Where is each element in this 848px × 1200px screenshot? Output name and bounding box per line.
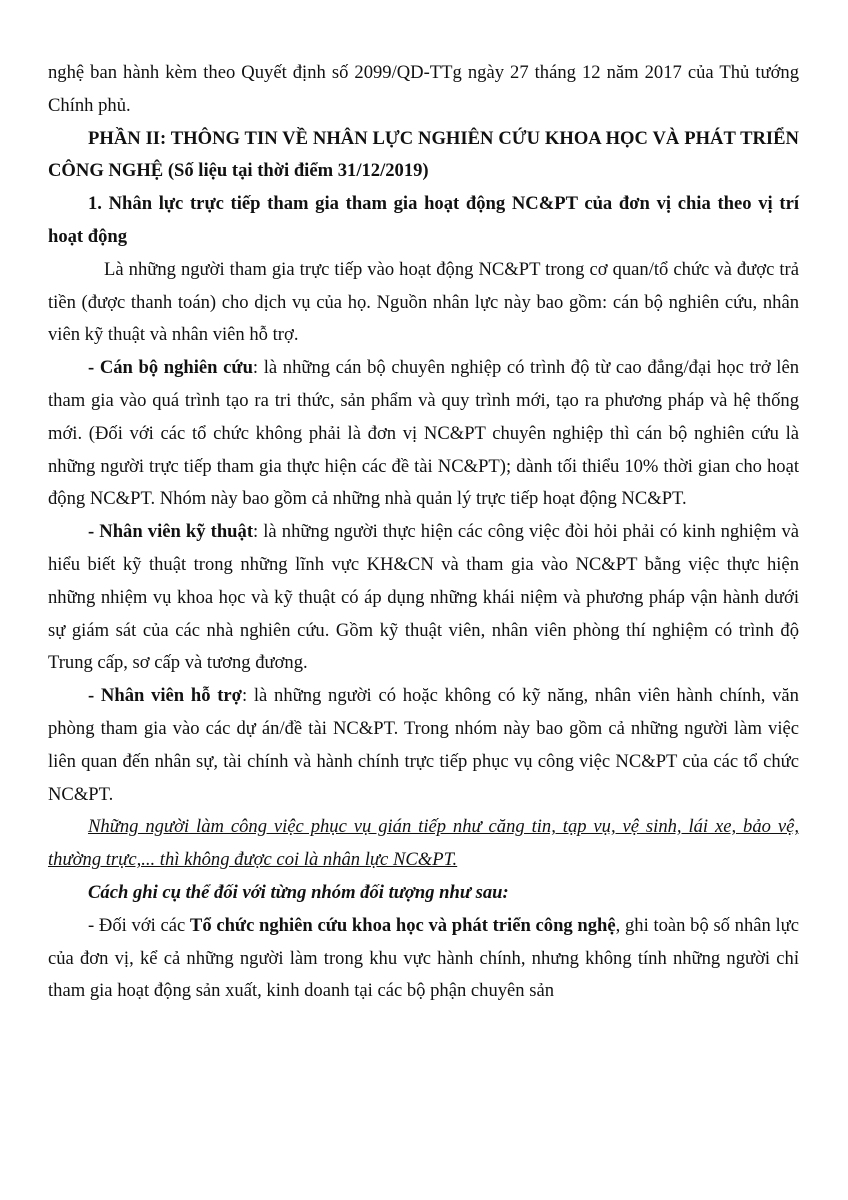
support-paragraph bbox=[48, 680, 799, 811]
researchers-paragraph bbox=[48, 352, 799, 516]
definition-paragraph: Là những người tham gia trực tiếp vào hoạt động NC&PT trong cơ quan/tổ chức và được trả tiền (được thanh toán) cho dịch vụ của họ. Nguồn nhân lực này bao gồm: cán bộ nghiên cứu, nhân viên kỹ thuật và nhân viên hỗ trợ. bbox=[48, 258, 799, 346]
section-heading: PHẦN II: THÔNG TIN VỀ NHÂN LỰC NGHIÊN CỨU KHOA HỌC VÀ PHÁT TRIỂN CÔNG NGHỆ (Số liệu tại thời điểm 31/12/2019) bbox=[48, 127, 799, 182]
instructions-heading: Cách ghi cụ thể đối với từng nhóm đối tượng như sau: bbox=[88, 881, 509, 903]
org-rule-label: Tổ chức nghiên cứu khoa học và phát triển công nghệ bbox=[189, 914, 616, 936]
subsection-heading: 1. Nhân lực trực tiếp tham gia tham gia hoạt động NC&PT của đơn vị chia theo vị trí hoạt động bbox=[48, 193, 799, 247]
org-rule-text: , ghi toàn bộ số nhân lực của đơn vị, kể cả những người làm trong khu vực hành chính, nhưng không tính những người chỉ tham gia hoạt động sản xuất, kinh doanh tại các bộ phận chuyên sản bbox=[48, 914, 800, 1002]
org-rule-prefix: - Đối với các bbox=[88, 914, 190, 936]
support-text: : là những người có hoặc không có kỹ năng, nhân viên hành chính, văn phòng tham gia vào các dự án/đề tài NC&PT. Trong nhóm này bao gồm cả những người làm việc liên quan đến nhân sự, tài chính và hành chính trực tiếp phục vụ công việc NC&PT của các tổ chức NC&PT. bbox=[48, 685, 799, 805]
researchers-label: - Cán bộ nghiên cứu bbox=[88, 357, 253, 379]
intro-paragraph: nghệ ban hành kèm theo Quyết định số 2099/QD-TTg ngày 27 tháng 12 năm 2017 của Thủ tướng Chính phủ. bbox=[48, 62, 799, 116]
org-rule-paragraph bbox=[48, 910, 799, 1008]
technicians-paragraph bbox=[48, 516, 799, 680]
technicians-label: - Nhân viên kỹ thuật bbox=[88, 521, 254, 543]
exclusion-note: Những người làm công việc phục vụ gián tiếp như căng tin, tạp vụ, vệ sinh, lái xe, bảo vệ, thường trực,... thì không được coi là nhân lực NC&PT. bbox=[48, 816, 799, 871]
technicians-text: : là những người thực hiện các công việc đòi hỏi phải có kinh nghiệm và hiểu biết kỹ thuật trong những lĩnh vực KH&CN và tham gia vào NC&PT bằng việc thực hiện những nhiệm vụ khoa học và kỹ thuật có áp dụng những khái niệm và phương pháp vận hành dưới sự giám sát của các nhà nghiên cứu. Gồm kỹ thuật viên, nhân viên phòng thí nghiệm có trình độ Trung cấp, sơ cấp và tương đương. bbox=[48, 521, 799, 674]
support-label: - Nhân viên hỗ trợ bbox=[88, 685, 242, 707]
researchers-text: : là những cán bộ chuyên nghiệp có trình độ từ cao đẳng/đại học trở lên tham gia vào quá trình tạo ra tri thức, sản phẩm và quy trình mới, tạo ra phương pháp và hệ thống mới. (Đối với các tổ chức không phải là đơn vị NC&PT chuyên nghiệp thì cán bộ nghiên cứu là những người trực tiếp tham gia thực hiện các đề tài NC&PT); dành tối thiểu 10% thời gian cho hoạt động NC&PT. Nhóm này bao gồm cả những nhà quản lý trực tiếp hoạt động NC&PT. bbox=[48, 357, 800, 510]
document-body bbox=[48, 57, 799, 1008]
